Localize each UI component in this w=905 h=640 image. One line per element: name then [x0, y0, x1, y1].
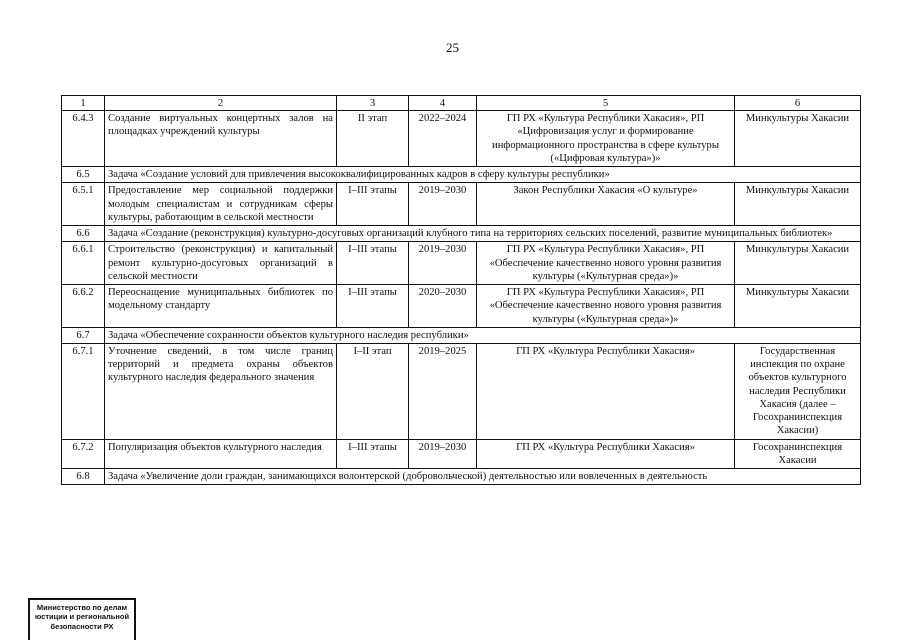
table-row: [62, 111, 861, 167]
row-number: 6.8: [62, 469, 105, 485]
years: 2019–2030: [409, 183, 477, 226]
row-number: 6.5: [62, 167, 105, 183]
row-number: 6.7.1: [62, 343, 105, 439]
measure-name: Переоснащение муниципальных библиотек по модельному стандарту: [105, 285, 337, 328]
stage: I–III этапы: [337, 183, 409, 226]
executor: Государственная инспекция по охране объектов культурного наследия Республики Хакасия (далее – Госохранинспекция Хакасии): [735, 343, 861, 439]
basis: ГП РХ «Культура Республики Хакасия», РП «Цифровизация услуг и формирование информационного пространства в сфере культуры («Цифровая культура»)»: [477, 111, 735, 167]
header-cell: 4: [409, 96, 477, 111]
task-row: [62, 469, 861, 485]
stamp-line: Министерство по делам: [36, 603, 128, 612]
years: 2019–2025: [409, 343, 477, 439]
table-row: [62, 439, 861, 468]
row-number: 6.5.1: [62, 183, 105, 226]
row-number: 6.6.1: [62, 242, 105, 285]
years: 2022–2024: [409, 111, 477, 167]
measure-name: Создание виртуальных концертных залов на площадках учреждений культуры: [105, 111, 337, 167]
header-cell: 6: [735, 96, 861, 111]
stage: I–II этап: [337, 343, 409, 439]
measures-table: [61, 95, 861, 485]
table-row: [62, 183, 861, 226]
years: 2020–2030: [409, 285, 477, 328]
executor: Госохранинспекция Хакасии: [735, 439, 861, 468]
ministry-stamp: [28, 598, 136, 640]
table-row: [62, 285, 861, 328]
stage: I–III этапы: [337, 242, 409, 285]
row-number: 6.6.2: [62, 285, 105, 328]
stage: I–III этапы: [337, 285, 409, 328]
executor: Минкультуры Хакасии: [735, 183, 861, 226]
years: 2019–2030: [409, 242, 477, 285]
task-title: Задача «Увеличение доли граждан, занимающихся волонтерской (добровольческой) деятельностью или вовлеченных в деятельность: [105, 469, 861, 485]
table-row: [62, 343, 861, 439]
executor: Минкультуры Хакасии: [735, 111, 861, 167]
row-number: 6.6: [62, 226, 105, 242]
basis: ГП РХ «Культура Республики Хакасия»: [477, 439, 735, 468]
header-cell: 5: [477, 96, 735, 111]
page-number: 25: [446, 40, 459, 55]
stage: II этап: [337, 111, 409, 167]
executor: Минкультуры Хакасии: [735, 242, 861, 285]
task-row: [62, 167, 861, 183]
header-row: [62, 96, 861, 111]
task-title: Задача «Создание (реконструкция) культурно-досуговых организаций клубного типа на территориях сельских поселений, развитие муниципальных библиотек»: [105, 226, 861, 242]
header-cell: 2: [105, 96, 337, 111]
stage: I–III этапы: [337, 439, 409, 468]
table-row: [62, 242, 861, 285]
row-number: 6.4.3: [62, 111, 105, 167]
basis: ГП РХ «Культура Республики Хакасия», РП «Обеспечение качественно нового уровня развития культуры («Культурная среда»)»: [477, 285, 735, 328]
row-number: 6.7: [62, 327, 105, 343]
header-cell: 1: [62, 96, 105, 111]
years: 2019–2030: [409, 439, 477, 468]
basis: ГП РХ «Культура Республики Хакасия», РП «Обеспечение качественно нового уровня развития культуры («Культурная среда»)»: [477, 242, 735, 285]
task-row: [62, 226, 861, 242]
basis: ГП РХ «Культура Республики Хакасия»: [477, 343, 735, 439]
basis: Закон Республики Хакасия «О культуре»: [477, 183, 735, 226]
header-cell: 3: [337, 96, 409, 111]
measure-name: Уточнение сведений, в том числе границ территорий и предмета охраны объектов культурного наследия федерального значения: [105, 343, 337, 439]
task-title: Задача «Создание условий для привлечения высококвалифицированных кадров в сферу культуры республики»: [105, 167, 861, 183]
stamp-line: юстиции и региональной: [34, 612, 130, 622]
measure-name: Предоставление мер социальной поддержки молодым специалистам и сотрудникам сферы культуры, работающим в сельской местности: [105, 183, 337, 226]
measure-name: Строительство (реконструкция) и капитальный ремонт культурно-досуговых организаций в сельской местности: [105, 242, 337, 285]
task-title: Задача «Обеспечение сохранности объектов культурного наследия республики»: [105, 327, 861, 343]
task-row: [62, 327, 861, 343]
measure-name: Популяризация объектов культурного наследия: [105, 439, 337, 468]
stamp-line: безопасности РХ: [50, 621, 114, 631]
executor: Минкультуры Хакасии: [735, 285, 861, 328]
row-number: 6.7.2: [62, 439, 105, 468]
